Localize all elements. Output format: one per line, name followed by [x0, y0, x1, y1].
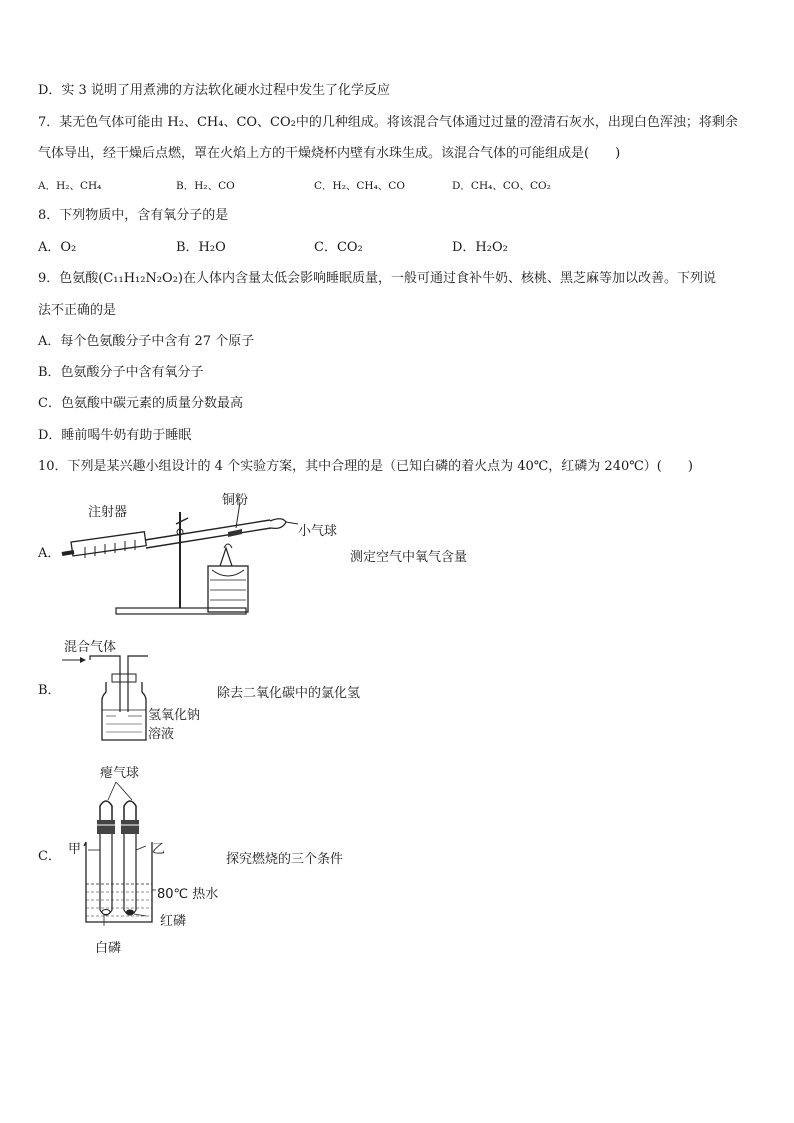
- copper-powder-label: 铜粉: [222, 493, 249, 508]
- q10-option-c-letter: C．: [38, 849, 61, 864]
- white-phosphorus-label: 白磷: [95, 941, 122, 956]
- q10-option-c-caption: 探究燃烧的三个条件: [226, 852, 344, 867]
- small-balloon-label: 小气球: [298, 524, 338, 539]
- tube-jia-label: 甲: [68, 842, 82, 857]
- q8-option-c: C．CO₂: [314, 240, 363, 255]
- q8-option-d: D．H₂O₂: [452, 240, 508, 255]
- mixed-gas-label: 混合气体: [64, 640, 117, 655]
- q7-stem-line1: 7．某无色气体可能由 H₂、CH₄、CO、CO₂中的几种组成。将该混合气体通过过量的澄清石灰水，出现白色浑浊；将剩余: [38, 115, 738, 130]
- tube-yi-label: 乙: [152, 842, 166, 857]
- combustion-beaker-figure: [80, 780, 160, 930]
- q10-option-b-letter: B．: [38, 683, 61, 698]
- q7-option-b: B．H₂、CO: [176, 180, 235, 192]
- q10-option-b-caption: 除去二氧化碳中的氯化氢: [217, 686, 361, 701]
- deflated-balloon-label: 瘪气球: [100, 766, 140, 781]
- q7-stem-line2: 气体导出，经干燥后点燃，罩在火焰上方的干燥烧杯内壁有水珠生成。该混合气体的可能组成是( ): [38, 146, 621, 161]
- q8-stem: 8．下列物质中，含有氧分子的是: [38, 208, 229, 223]
- q10-option-a-letter: A．: [38, 546, 61, 561]
- q7-option-c: C．H₂、CH₄、CO: [314, 180, 405, 192]
- q9-stem-line2: 法不正确的是: [38, 303, 117, 318]
- q9-stem-line1: 9．色氨酸(C₁₁H₁₂N₂O₂)在人体内含量太低会影响睡眠质量，一般可通过食补牛奶、核桃、黑芝麻等加以改善。下列说: [38, 271, 717, 286]
- q8-option-a: A．O₂: [38, 240, 77, 255]
- q10-stem: 10．下列是某兴趣小组设计的 4 个实验方案，其中合理的是（已知白磷的着火点为 40℃，红磷为 240℃）( ): [38, 459, 693, 474]
- red-phosphorus-label: 红磷: [160, 914, 187, 929]
- hot-water-label: 80℃ 热水: [157, 887, 219, 902]
- q8-option-b: B．H₂O: [176, 240, 226, 255]
- q9-option-c: C．色氨酸中碳元素的质量分数最高: [38, 396, 243, 411]
- syringe-label: 注射器: [88, 505, 128, 520]
- q9-option-a: A．每个色氨酸分子中含有 27 个原子: [38, 334, 255, 349]
- q10-option-a-caption: 测定空气中氧气含量: [350, 550, 468, 565]
- q6-option-d: D．实 3 说明了用煮沸的方法软化硬水过程中发生了化学反应: [38, 83, 390, 98]
- q7-option-d: D．CH₄、CO、CO₂: [452, 180, 551, 192]
- gas-washing-bottle-figure: [62, 652, 162, 744]
- q9-option-b: B．色氨酸分子中含有氧分子: [38, 365, 204, 380]
- naoh-label-line2: 溶液: [148, 727, 175, 742]
- naoh-label-line1: 氢氧化钠: [148, 708, 201, 723]
- q7-option-a: A．H₂、CH₄: [38, 180, 102, 192]
- q9-option-d: D．睡前喝牛奶有助于睡眠: [38, 428, 192, 443]
